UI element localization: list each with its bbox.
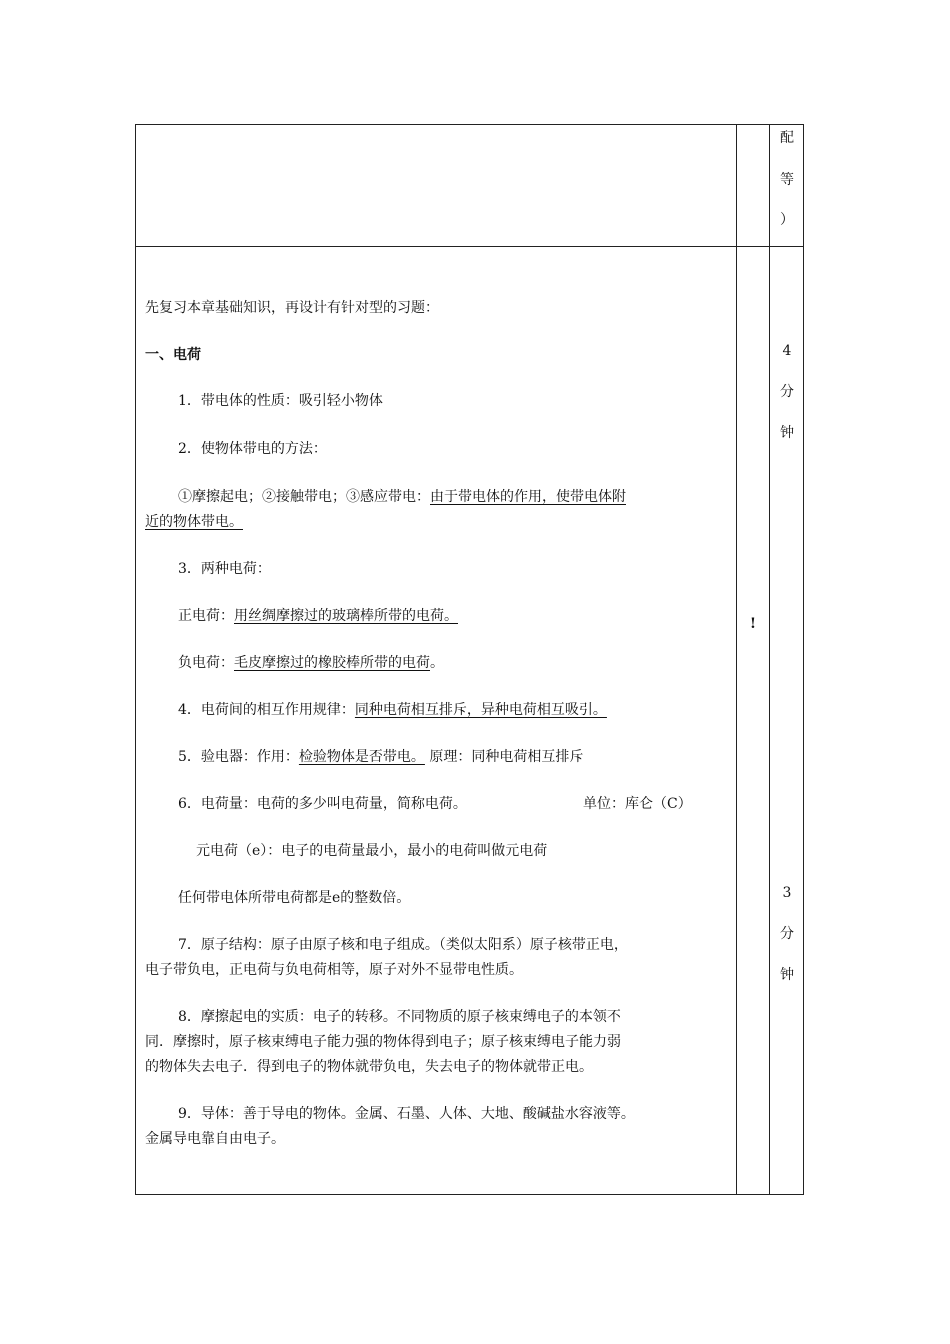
- intro-text: 先复习本章基础知识，再设计有针对型的习题：: [145, 300, 439, 316]
- positive-label: 正电荷：: [178, 608, 234, 624]
- column-divider: [769, 125, 770, 1194]
- item-7-line1: 7．原子结构：原子由原子核和电子组成。（类似太阳系）原子核带正电，: [178, 937, 628, 953]
- negative-charge: [178, 651, 444, 676]
- item-4: [178, 698, 607, 723]
- time-col-char: ）: [780, 212, 794, 228]
- item-5-rest: 原理：同种电荷相互排斥: [424, 749, 584, 765]
- time-col-char: 钟: [780, 425, 794, 441]
- item-6: 6．电荷量：电荷的多少叫电荷量，简称电荷。: [178, 796, 467, 812]
- time-col-char: 钟: [780, 967, 794, 983]
- time-col-char: 配: [780, 130, 794, 146]
- lesson-table: [135, 124, 804, 1195]
- item-6-unit: 单位：库仑（C）: [583, 796, 692, 812]
- item-5-label: 5．验电器：作用：: [178, 749, 299, 765]
- item-2a-line1: [178, 485, 626, 510]
- item-6c: 任何带电体所带电荷都是e的整数倍。: [178, 890, 411, 906]
- item-5-underline: 检验物体是否带电。: [298, 749, 425, 765]
- negative-text: 毛皮摩擦过的橡胶棒所带的电荷: [234, 655, 430, 671]
- negative-end: 。: [430, 655, 444, 671]
- item-1: 1．带电体的性质：吸引轻小物体: [178, 393, 383, 409]
- time-col-char: 等: [780, 172, 794, 188]
- item-5: [178, 745, 583, 770]
- item-2a-underline: 由于带电体的作用，使带电体附: [430, 489, 626, 505]
- time-col-char: 分: [780, 384, 794, 400]
- time-col-char: 3: [782, 885, 792, 901]
- item-8-line2: 同．摩擦时，原子核束缚电子能力强的物体得到电子；原子核束缚电子能力弱: [145, 1034, 621, 1050]
- item-2: 2．使物体带电的方法：: [178, 441, 327, 457]
- positive-charge: [178, 604, 458, 629]
- time-col-char: 4: [782, 343, 792, 359]
- item-6b: 元电荷（e）：电子的电荷量最小，最小的电荷叫做元电荷: [196, 843, 548, 859]
- negative-label: 负电荷：: [178, 655, 234, 671]
- row-divider: [136, 246, 803, 247]
- item-9-line1: 9．导体：善于导电的物体。金属、石墨、人体、大地、酸碱盐水容液等。: [178, 1106, 635, 1122]
- item-2a-prefix: ①摩擦起电；②接触带电；③感应带电：: [178, 489, 430, 505]
- item-4-text: 同种电荷相互排斥，异种电荷相互吸引。: [354, 702, 607, 718]
- item-2a-underline-cont: 近的物体带电。: [145, 514, 243, 530]
- item-9-line2: 金属导电靠自由电子。: [145, 1131, 285, 1147]
- time-col-char: 分: [780, 926, 794, 942]
- positive-text: 用丝绸摩擦过的玻璃棒所带的电荷。: [234, 608, 458, 624]
- mid-col-mark: !: [749, 616, 757, 632]
- item-4-label: 4．电荷间的相互作用规律：: [178, 702, 355, 718]
- item-7-line2: 电子带负电，正电荷与负电荷相等，原子对外不显带电性质。: [145, 962, 523, 978]
- item-8-line3: 的物体失去电子．得到电子的物体就带负电，失去电子的物体就带正电。: [145, 1059, 593, 1075]
- item-8-line1: 8．摩擦起电的实质：电子的转移。不同物质的原子核束缚电子的本领不: [178, 1009, 621, 1025]
- item-2a-line2: [145, 510, 243, 535]
- section-heading: 一、电荷: [145, 347, 201, 363]
- column-divider: [736, 125, 737, 1194]
- item-3: 3．两种电荷：: [178, 561, 271, 577]
